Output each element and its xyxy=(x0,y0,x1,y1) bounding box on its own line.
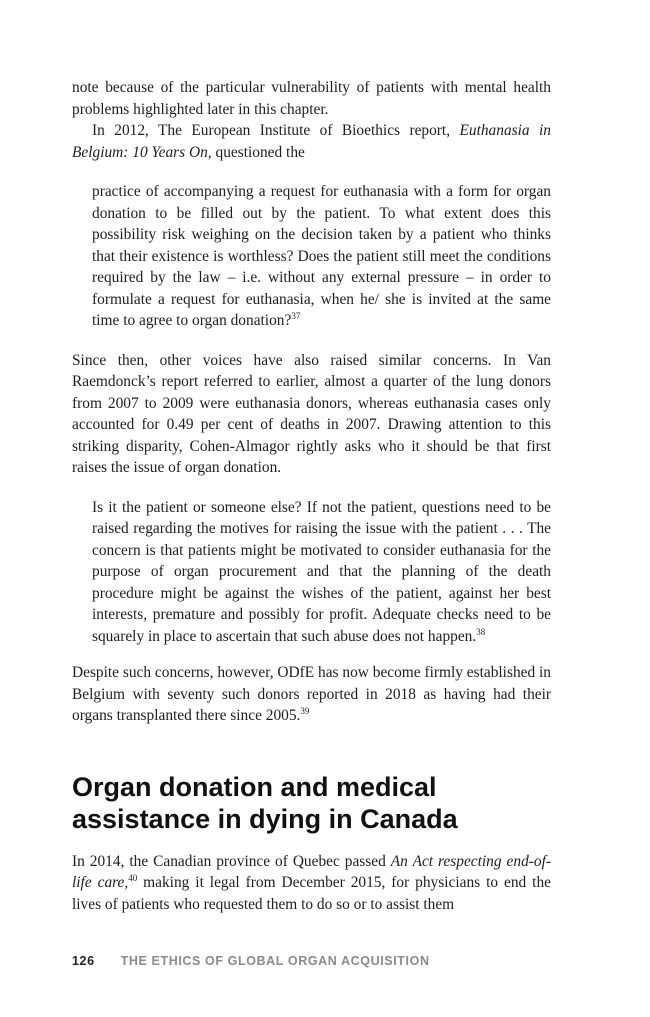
act-title: An Act respecting end-of-life care, xyxy=(72,852,551,891)
paragraph: Despite such concerns, however, ODfE has now become firmly established in Belgium with seventy such donors reported in 2018 as having had their organs transplanted there since 2005.39 xyxy=(72,664,551,724)
paragraph: note because of the particular vulnerability of patients with mental health problems highlighted later in this chapter. xyxy=(72,79,551,118)
running-title: THE ETHICS OF GLOBAL ORGAN ACQUISITION xyxy=(120,954,430,968)
paragraph: In 2014, the Canadian province of Quebec passed An Act respecting end-of-life care,$^{40}$ making it legal from December 2015, for physicians to end the lives of patients who requested them to do so or to assist them xyxy=(72,852,551,913)
block-quote: Is it the patient or someone else? If not the patient, questions need to be raised regarding the motives for raising the issue with the patient . . . The concern is that patients might be motivated to consider euthanasia for the purpose of organ procurement and that the planning of the death procedure might be against the wishes of the patient, against her best interests, premature and possibly for profit. Adequate checks need to be squarely in place to ascertain that such abuse does not happen.$^{38}$ xyxy=(92,498,551,645)
footnote-ref: 40 xyxy=(128,872,138,883)
body-text xyxy=(72,77,551,915)
paragraph: In 2012, The European Institute of Bioethics report, Euthanasia in Belgium: 10 Years On, questioned the xyxy=(72,122,551,161)
page-footer xyxy=(72,954,430,968)
footnote-ref: 38 xyxy=(476,626,486,637)
paragraph: Since then, other voices have also raised similar concerns. In Van Raemdonck’s report referred to earlier, almost a quarter of the lung donors from 2007 to 2009 were euthanasia donors, whereas euthanasia cases only accounted for 0.49 per cent of deaths in 2007. Drawing attention to this striking disparity, Cohen-Almagor rightly asks who it should be that first raises the issue of organ donation. xyxy=(72,351,551,476)
footnote-ref: 39 xyxy=(300,705,310,716)
footnote-ref: 37 xyxy=(291,310,301,321)
page-number: 126 xyxy=(72,954,95,968)
book-title: Euthanasia in Belgium: 10 Years On, xyxy=(72,122,551,161)
section-heading: Organ donation and medical assistance in dying in Canada xyxy=(72,771,458,834)
block-quote: practice of accompanying a request for euthanasia with a form for organ donation to be filled out by the patient. To what extent does this possibility risk weighing on the decision taken by a patient who thinks that their existence is worthless? Does the patient still meet the conditions required by the law – i.e. without any external pressure – in order to formulate a request for euthanasia, when he/ she is invited at the same time to agree to organ donation?$^{37}$ xyxy=(92,183,551,329)
